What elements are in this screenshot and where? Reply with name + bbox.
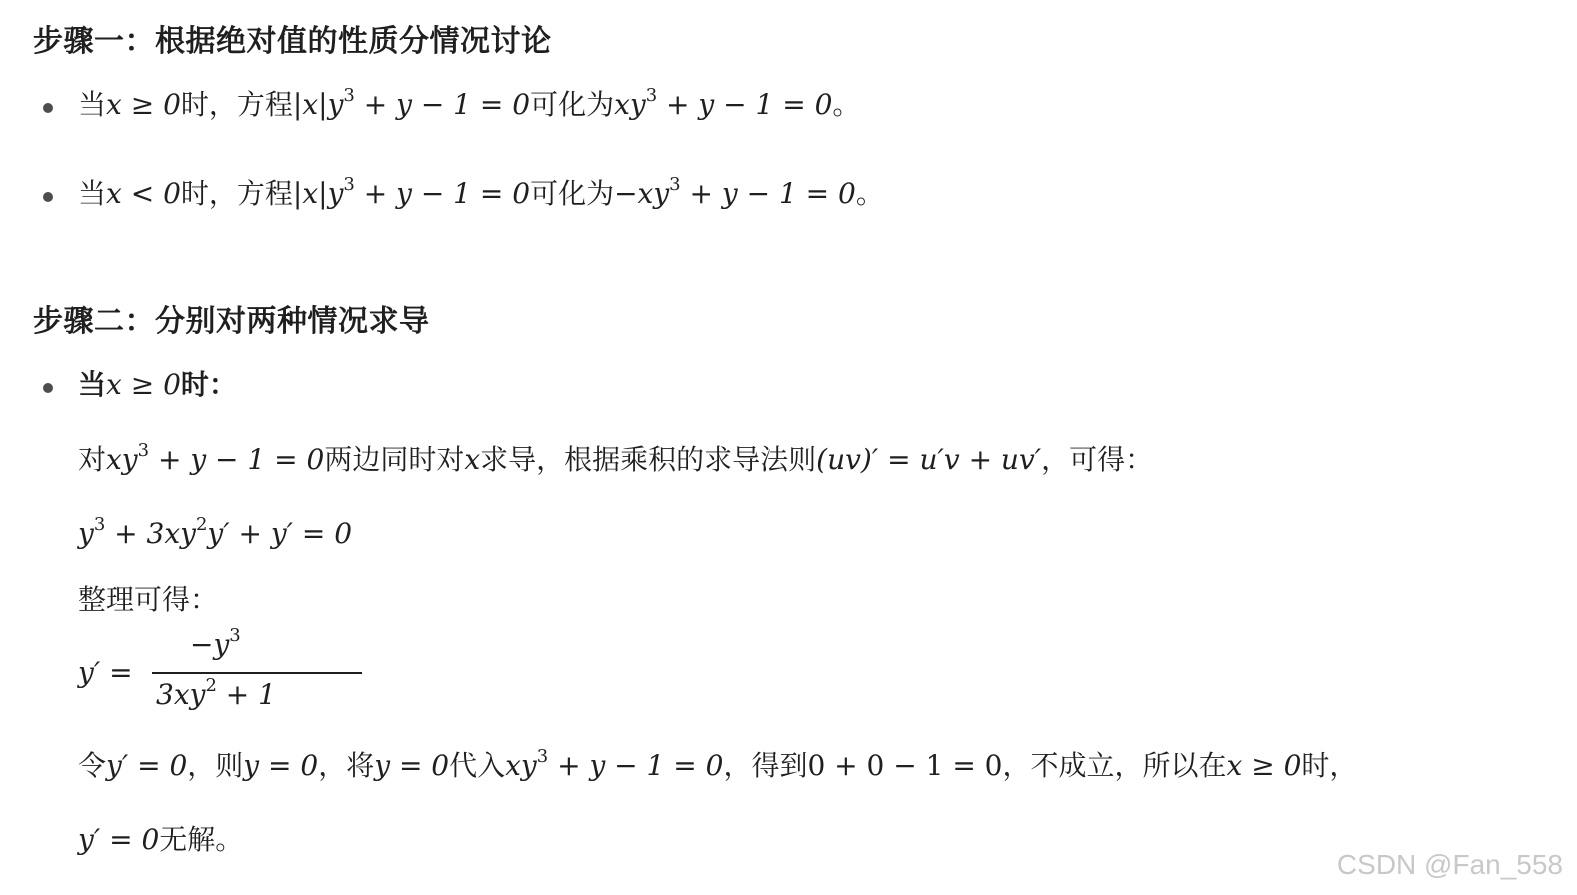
text: 。 [832,88,861,121]
math-term: + 3xy [105,517,196,550]
math-result-right: + y − 1 = 0 [657,88,833,121]
math-exponent: 3 [645,85,658,106]
math-exponent: 3 [137,440,150,461]
math-term: + 1 [216,678,276,711]
fraction-numerator [190,625,241,661]
text: 两边同时对 [324,443,465,476]
math-expr: y′ = 0 [78,823,160,856]
case-label [78,368,237,401]
step1-bullet2 [78,174,884,210]
math-exponent: 3 [669,174,681,195]
text: 时： [180,368,237,401]
math-eq-right: + y − 1 = 0 [149,443,325,476]
bullet-dot [43,383,53,393]
math-exponent: 3 [229,625,241,646]
text: 代入 [449,749,506,782]
math-result-left: xy [614,88,646,121]
math-exponent: 2 [205,675,217,696]
derivation-line-2 [78,514,353,550]
watermark: CSDN @Fan_558 [1336,849,1563,880]
bullet-dot [43,192,53,202]
derivation-line-4 [78,746,1358,782]
text: ，则 [187,749,244,782]
math-variable: x [464,443,481,476]
math-eq-right: + y − 1 = 0 [354,88,531,121]
step1-bullet1 [78,85,861,121]
text: 。 [855,177,884,210]
derivation-line-5 [78,823,244,856]
math-exponent: 3 [343,174,355,195]
text: 当 [78,368,107,401]
math-result-right: + y − 1 = 0 [680,177,856,210]
text: 时，方程 [180,88,293,121]
text: 令 [78,749,107,782]
math-term: y [78,517,94,550]
math-condition: x ≥ 0 [106,368,181,401]
math-exponent: 3 [93,514,106,535]
step2-heading: 步骤二：分别对两种情况求导 [33,304,430,339]
math-eq-left: |x|y [292,177,344,210]
text: 求导，根据乘积的求导法则 [480,443,817,476]
math-exponent: 3 [343,85,355,106]
math-expr: x ≥ 0 [1226,749,1302,782]
math-expr: + y − 1 = 0 [548,749,724,782]
math-exponent: 2 [195,514,208,535]
text: ，可得： [1041,443,1154,476]
math-term: 3xy [156,678,206,711]
fraction-denominator [156,675,276,711]
step1-heading: 步骤一：根据绝对值的性质分情况讨论 [33,24,552,59]
math-expr: xy [505,749,537,782]
math-expr: 0 + 0 − 1 = 0 [807,749,1003,782]
derivation-line-3: 整理可得： [78,583,219,616]
text: 当 [78,88,107,121]
text: 当 [78,177,107,210]
text: 对 [78,443,107,476]
text: 可化为 [530,177,615,210]
text: ，不成立，所以在 [1002,749,1227,782]
math-result-left: −xy [614,177,670,210]
bullet-dot [43,103,53,113]
math-eq-left: |x|y [292,88,344,121]
math-expr: y = 0 [374,749,450,782]
math-condition: x < 0 [106,177,181,210]
math-term: y′ + y′ = 0 [207,517,353,550]
text: 时，方程 [180,177,293,210]
math-product-rule: (uv)′ = u′v + uv′ [816,443,1042,476]
text: ，将 [318,749,375,782]
derivation-line-1 [78,440,1154,476]
text: 可化为 [530,88,615,121]
text: 时， [1301,749,1358,782]
text: ，得到 [723,749,808,782]
math-term: −y [190,628,230,661]
fraction-lhs: y′ = [78,656,133,689]
fraction-bar [152,672,362,674]
math-exponent: 3 [536,746,549,767]
math-eq-right: + y − 1 = 0 [354,177,531,210]
math-eq-left: xy [106,443,138,476]
math-condition: x ≥ 0 [106,88,181,121]
math-expr: y′ = 0 [106,749,188,782]
math-expr: y = 0 [243,749,319,782]
text: 无解。 [159,823,244,856]
